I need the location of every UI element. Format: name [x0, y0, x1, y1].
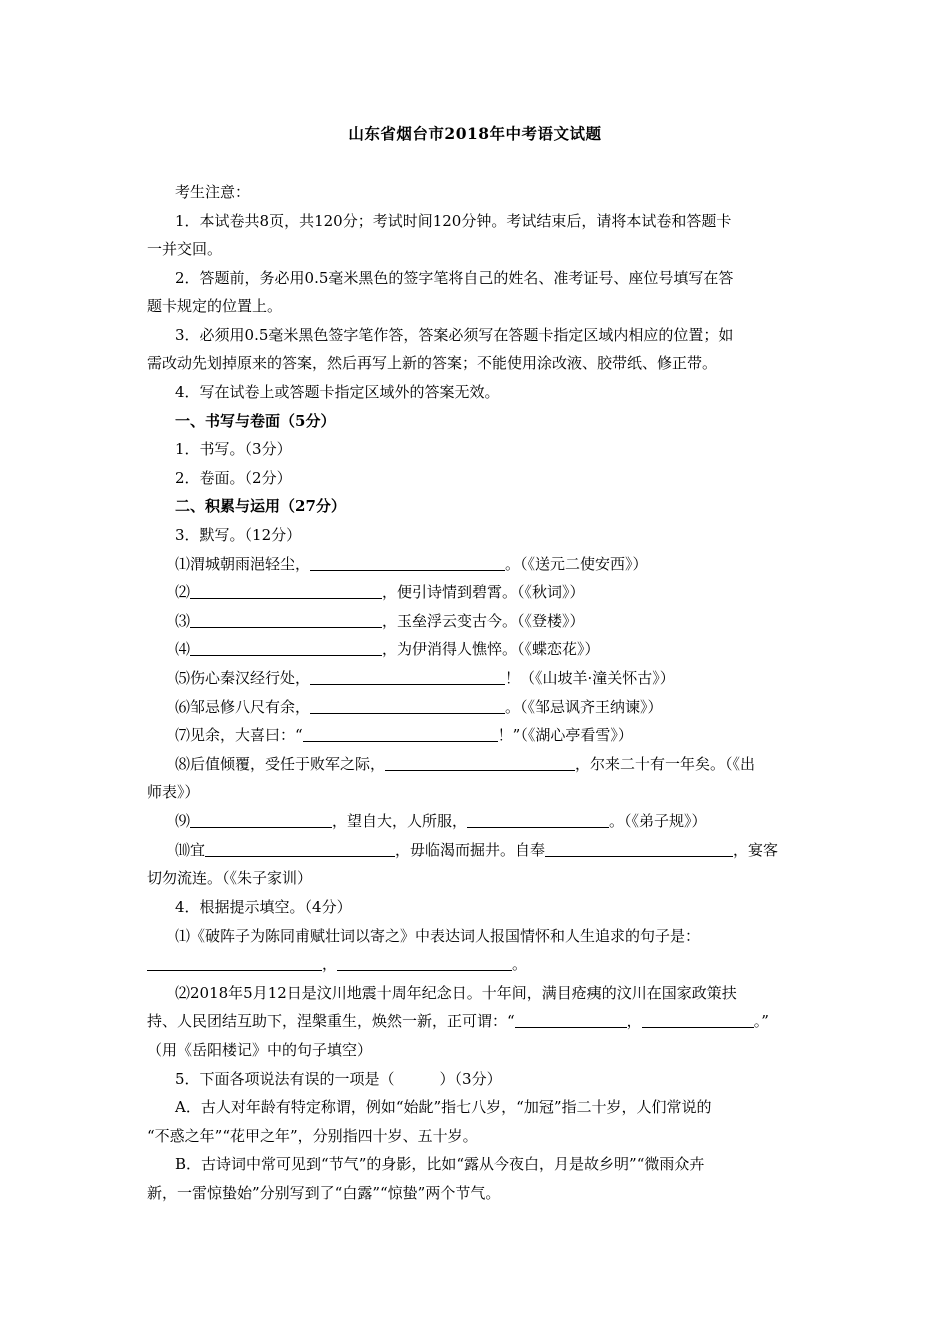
dictation-7	[175, 725, 633, 745]
dictation-5-blank[interactable]	[310, 669, 505, 685]
dictation-3-text: ，玉垒浮云变古今。（《登楼》）	[382, 612, 585, 630]
dictation-5-prompt: ⑸伤心秦汉经行处，	[175, 669, 311, 687]
fill-2-blank-2[interactable]	[642, 1012, 754, 1028]
fill-2-blank-1[interactable]	[515, 1012, 627, 1028]
section-2-heading: 二、积累与运用（27分）	[175, 497, 346, 515]
dictation-9-source: 。（《弟子规》）	[609, 812, 707, 830]
dictation-4-number: ⑷	[175, 640, 191, 658]
question-3: 3．默写。（12分）	[175, 526, 302, 544]
dictation-3-number: ⑶	[175, 612, 191, 630]
dictation-10-text-end: ，宴客	[733, 841, 779, 859]
dictation-4-blank[interactable]	[190, 640, 382, 656]
dictation-9	[175, 811, 707, 831]
dictation-5-source: ！（《山坡羊·潼关怀古》）	[505, 669, 675, 687]
dictation-8-prompt: ⑻后值倾覆，受任于败军之际，	[175, 755, 386, 773]
fill-2-text: 持、人民团结互助下，涅槃重生，焕然一新，正可谓：“	[147, 1012, 515, 1030]
option-b-line-1: B．古诗词中常可见到“节气”的身影，比如“露从今夜白，月是故乡明”“微雨众卉	[175, 1155, 705, 1173]
fill-2-note: （用《岳阳楼记》中的句子填空）	[147, 1041, 373, 1059]
notice-heading: 考生注意：	[175, 183, 251, 201]
dictation-8-text: ，尔来二十有一年矣。（《出	[575, 755, 756, 773]
dictation-6-blank[interactable]	[310, 698, 505, 714]
question-1: 1．书写。（3分）	[175, 440, 292, 458]
dictation-6	[175, 697, 663, 717]
dictation-7-source: ！”（《湖心亭看雪》）	[497, 726, 633, 744]
section-1-heading: 一、书写与卷面（5分）	[175, 412, 336, 430]
dictation-5	[175, 668, 675, 688]
question-5: 5．下面各项说法有误的一项是（ ）（3分）	[175, 1070, 502, 1088]
dictation-2	[175, 582, 585, 602]
dictation-10-blank-2[interactable]	[545, 841, 733, 857]
dictation-2-text: ，便引诗情到碧霄。（《秋词》）	[382, 583, 585, 601]
dictation-6-source: 。（《邹忌讽齐王纳谏》）	[505, 698, 663, 716]
dictation-1-source: 。（《送元二使安西》）	[505, 555, 648, 573]
dictation-9-blank-1[interactable]	[190, 812, 332, 828]
fill-1-prompt: ⑴《破阵子为陈同甫赋壮词以寄之》中表达词人报国情怀和人生追求的句子是：	[175, 927, 701, 945]
notice-2-line-2: 题卡规定的位置上。	[147, 297, 283, 315]
dictation-1-blank[interactable]	[310, 555, 505, 571]
dictation-1-prompt: ⑴渭城朝雨浥轻尘，	[175, 555, 311, 573]
notice-3-line-2: 需改动先划掉原来的答案，然后再写上新的答案；不能使用涂改液、胶带纸、修正带。	[147, 354, 718, 372]
fill-1-end: 。	[512, 955, 528, 973]
notice-2-line-1: 2．答题前，务必用0.5毫米黑色的签字笔将自己的姓名、准考证号、座位号填写在答	[175, 269, 734, 287]
dictation-10-text: ，毋临渴而掘井。自奉	[395, 841, 546, 859]
question-2: 2．卷面。（2分）	[175, 469, 292, 487]
dictation-2-number: ⑵	[175, 583, 191, 601]
fill-2-separator: ，	[626, 1012, 642, 1030]
dictation-10	[175, 840, 778, 860]
dictation-7-prompt: ⑺见余，大喜曰：“	[175, 726, 303, 744]
fill-1-answer	[147, 954, 527, 974]
dictation-9-number: ⑼	[175, 812, 191, 830]
dictation-3-blank[interactable]	[190, 612, 382, 628]
dictation-10-source: 切勿流连。（《朱子家训）	[147, 869, 313, 887]
dictation-8-blank[interactable]	[385, 755, 575, 771]
dictation-9-blank-2[interactable]	[467, 812, 609, 828]
option-a-line-2: “不惑之年”“花甲之年”，分别指四十岁、五十岁。	[147, 1127, 478, 1145]
fill-1-blank-2[interactable]	[337, 955, 512, 971]
dictation-8	[175, 754, 755, 774]
dictation-7-blank[interactable]	[303, 726, 498, 742]
dictation-1	[175, 554, 648, 574]
notice-1-line-1: 1．本试卷共8页，共120分；考试时间120分钟。考试结束后，请将本试卷和答题卡	[175, 212, 732, 230]
dictation-4	[175, 639, 600, 659]
fill-2-line-1: ⑵2018年5月12日是汶川地震十周年纪念日。十年间，满目疮痍的汶川在国家政策扶	[175, 984, 737, 1002]
notice-3-line-1: 3．必须用0.5毫米黑色签字笔作答，答案必须写在答题卡指定区域内相应的位置；如	[175, 326, 734, 344]
dictation-8-source: 师表》）	[147, 783, 200, 801]
fill-1-separator: ，	[322, 955, 338, 973]
option-a-line-1: A．古人对年龄有特定称谓，例如“始龀”指七八岁，“加冠”指二十岁，人们常说的	[175, 1098, 712, 1116]
dictation-10-blank-1[interactable]	[205, 841, 395, 857]
dictation-2-blank[interactable]	[190, 583, 382, 599]
notice-1-line-2: 一并交回。	[147, 240, 223, 258]
page-title: 山东省烟台市2018年中考语文试题	[348, 124, 602, 143]
fill-2-line-2	[147, 1011, 769, 1031]
dictation-3	[175, 611, 585, 631]
dictation-6-prompt: ⑹邹忌修八尺有余，	[175, 698, 311, 716]
dictation-4-text: ，为伊消得人憔悴。（《蝶恋花》）	[382, 640, 600, 658]
question-4: 4．根据提示填空。（4分）	[175, 898, 352, 916]
fill-2-end: 。”	[753, 1012, 769, 1030]
dictation-9-text: ，望自大，人所服，	[332, 812, 468, 830]
option-b-line-2: 新，一雷惊蛰始”分别写到了“白露”“惊蛰”两个节气。	[147, 1184, 501, 1202]
notice-4: 4．写在试卷上或答题卡指定区域外的答案无效。	[175, 383, 500, 401]
dictation-10-prompt: ⑽宜	[175, 841, 206, 859]
fill-1-blank-1[interactable]	[147, 955, 322, 971]
